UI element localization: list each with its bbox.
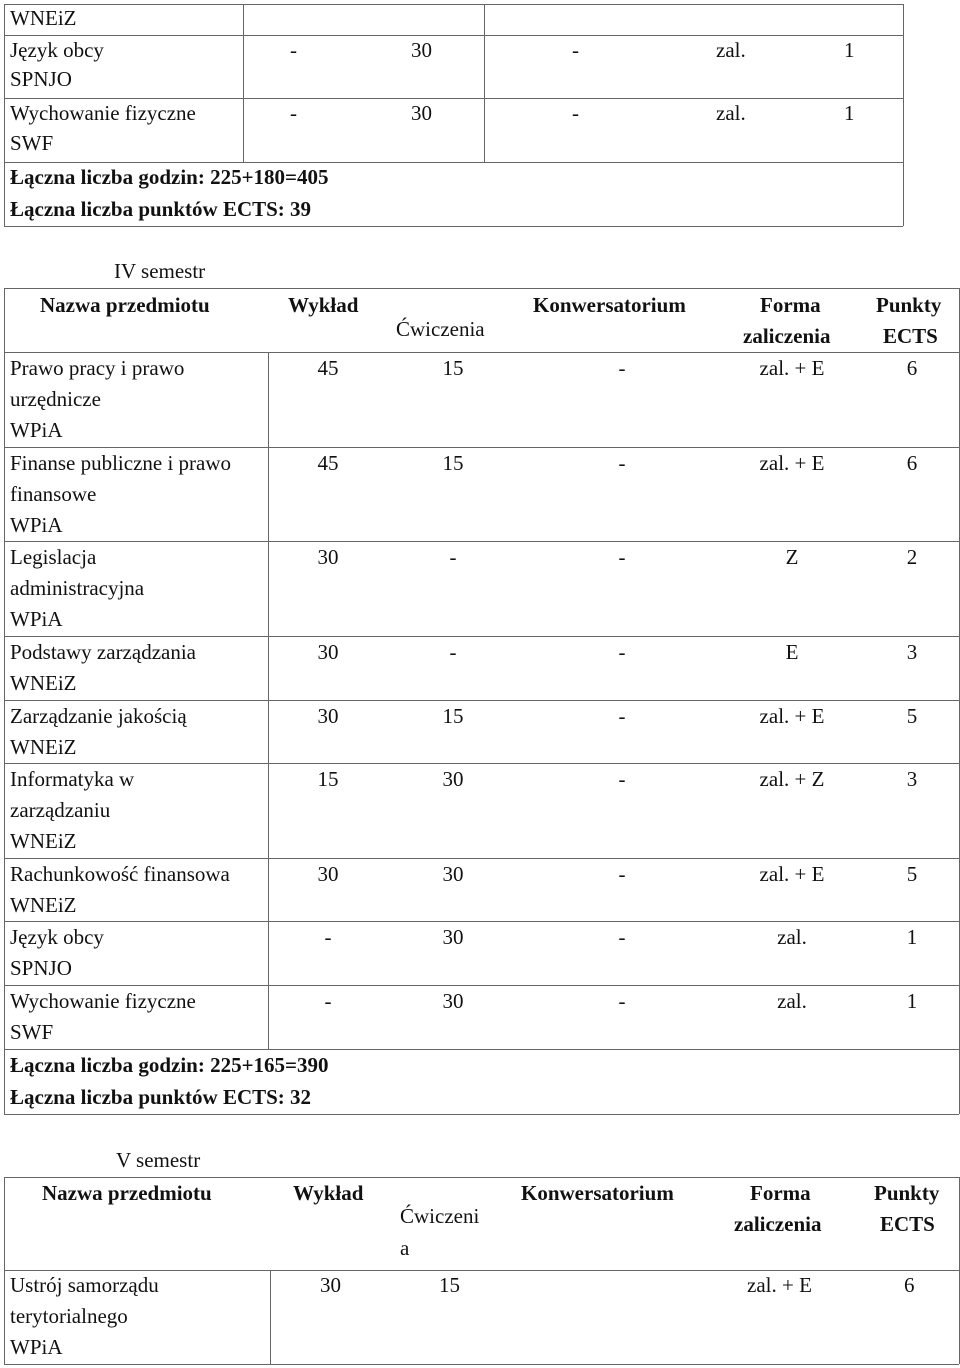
course-name-line: Zarządzanie jakością	[10, 704, 187, 728]
ects-points: 3	[906, 640, 918, 664]
course-name-line: Prawo pracy i prawo	[10, 356, 185, 380]
header-ects-2: ECTS	[880, 1212, 935, 1236]
course-name-line: administracyjna	[10, 576, 145, 600]
course-name-line: Podstawy zarządzania	[10, 640, 196, 664]
conversatory-hours: -	[618, 451, 626, 475]
assessment-form: zal. + E	[747, 1273, 812, 1297]
conversatory-hours: -	[618, 356, 626, 380]
exercise-hours: 30	[442, 767, 464, 791]
exercise-hours: -	[449, 545, 457, 569]
assessment-form: zal.	[777, 989, 807, 1013]
exercise-hours: -	[449, 640, 457, 664]
conversatory-hours: -	[618, 925, 626, 949]
ects-points: 2	[906, 545, 918, 569]
lecture-hours: 30	[317, 545, 339, 569]
course-name: Wychowanie fizyczne	[10, 101, 196, 125]
total-ects: Łączna liczba punktów ECTS: 39	[10, 197, 312, 221]
assessment-form: E	[785, 640, 799, 664]
lecture-hours: 45	[317, 451, 339, 475]
course-name-line: finansowe	[10, 482, 97, 506]
assessment-form: zal.	[716, 101, 746, 125]
header-conversatory: Konwersatorium	[521, 1181, 674, 1205]
assessment-form: zal.	[777, 925, 807, 949]
course-unit: SWF	[10, 1020, 54, 1044]
course-unit: SPNJO	[10, 956, 72, 980]
conversatory-hours: -	[572, 38, 579, 62]
lecture-hours: 30	[320, 1273, 341, 1297]
ects-points: 5	[906, 862, 918, 886]
ects-points: 6	[904, 1273, 915, 1297]
ects-points: 1	[906, 925, 918, 949]
header-course-name: Nazwa przedmiotu	[42, 1181, 212, 1205]
ects-points: 5	[906, 704, 918, 728]
course-unit: WPiA	[10, 607, 63, 631]
assessment-form: zal. + Z	[759, 767, 825, 791]
header-lecture: Wykład	[293, 1181, 364, 1205]
header-course-name: Nazwa przedmiotu	[40, 293, 210, 317]
conversatory-hours: -	[618, 704, 626, 728]
course-name: Język obcy	[10, 38, 104, 62]
conversatory-hours: -	[618, 545, 626, 569]
lecture-hours: -	[290, 101, 297, 125]
total-hours: Łączna liczba godzin: 225+180=405	[10, 165, 329, 189]
exercise-hours: 15	[442, 451, 464, 475]
header-ects-1: Punkty	[874, 1181, 940, 1205]
assessment-form: zal. + E	[759, 356, 825, 380]
ects-points: 3	[906, 767, 918, 791]
course-unit: WNEiZ	[10, 735, 77, 759]
course-name-line: Język obcy	[10, 925, 104, 949]
lecture-hours: -	[290, 38, 297, 62]
header-exercises-1: Ćwiczeni	[400, 1204, 480, 1228]
total-hours: Łączna liczba godzin: 225+165=390	[10, 1053, 329, 1077]
course-unit: WPiA	[10, 418, 63, 442]
course-name-line: Finanse publiczne i prawo	[10, 451, 232, 475]
conversatory-hours: -	[618, 767, 626, 791]
header-ects-1: Punkty	[876, 293, 942, 317]
assessment-form: zal. + E	[759, 704, 825, 728]
exercise-hours: 30	[411, 101, 432, 125]
course-unit: WNEiZ	[10, 893, 77, 917]
assessment-form: zal. + E	[759, 451, 825, 475]
course-name-line: Ustrój samorządu	[10, 1273, 159, 1297]
course-unit: WNEiZ	[10, 671, 77, 695]
course-name-line: Informatyka w	[10, 767, 135, 791]
assessment-form: zal.	[716, 38, 746, 62]
course-unit: WNEiZ	[10, 829, 77, 853]
course-name-line: Rachunkowość finansowa	[10, 862, 230, 886]
total-ects: Łączna liczba punktów ECTS: 32	[10, 1085, 312, 1109]
conversatory-hours: -	[618, 862, 626, 886]
course-name-line: Legislacja	[10, 545, 97, 569]
header-conversatory: Konwersatorium	[533, 293, 686, 317]
lecture-hours: 30	[317, 640, 339, 664]
lecture-hours: -	[324, 989, 332, 1013]
header-form-1: Forma	[750, 1181, 811, 1205]
exercise-hours: 30	[442, 862, 464, 886]
header-form-2: zaliczenia	[734, 1212, 822, 1236]
course-name-line: Wychowanie fizyczne	[10, 989, 196, 1013]
exercise-hours: 15	[442, 356, 464, 380]
course-name-line: terytorialnego	[10, 1304, 128, 1328]
lecture-hours: 30	[317, 704, 339, 728]
header-exercises-2: a	[400, 1236, 410, 1260]
ects-points: 6	[906, 356, 918, 380]
semester-title: IV semestr	[114, 259, 206, 283]
ects-points: 1	[844, 38, 855, 62]
ects-points: 6	[906, 451, 918, 475]
exercise-hours: 15	[439, 1273, 460, 1297]
exercise-hours: 30	[442, 925, 464, 949]
course-unit: SPNJO	[10, 67, 72, 91]
exercise-hours: 15	[442, 704, 464, 728]
header-ects-2: ECTS	[883, 324, 938, 348]
exercise-hours: 30	[442, 989, 464, 1013]
course-unit: WPiA	[10, 1335, 63, 1359]
course-unit: SWF	[10, 131, 54, 155]
lecture-hours: 30	[317, 862, 339, 886]
header-form-1: Forma	[760, 293, 821, 317]
header-exercises: Ćwiczenia	[396, 317, 485, 341]
semester-title: V semestr	[116, 1148, 201, 1172]
conversatory-hours: -	[572, 101, 579, 125]
course-unit: WPiA	[10, 513, 63, 537]
header-form-2: zaliczenia	[743, 324, 831, 348]
course-name-line: zarządzaniu	[10, 798, 111, 822]
lecture-hours: -	[324, 925, 332, 949]
header-lecture: Wykład	[288, 293, 359, 317]
assessment-form: zal. + E	[759, 862, 825, 886]
course-name-line: urzędnicze	[10, 387, 101, 411]
conversatory-hours: -	[618, 989, 626, 1013]
ects-points: 1	[906, 989, 918, 1013]
lecture-hours: 45	[317, 356, 339, 380]
assessment-form: Z	[785, 545, 799, 569]
lecture-hours: 15	[317, 767, 339, 791]
unit-label: WNEiZ	[10, 6, 77, 30]
conversatory-hours: -	[618, 640, 626, 664]
exercise-hours: 30	[411, 38, 432, 62]
ects-points: 1	[844, 101, 855, 125]
